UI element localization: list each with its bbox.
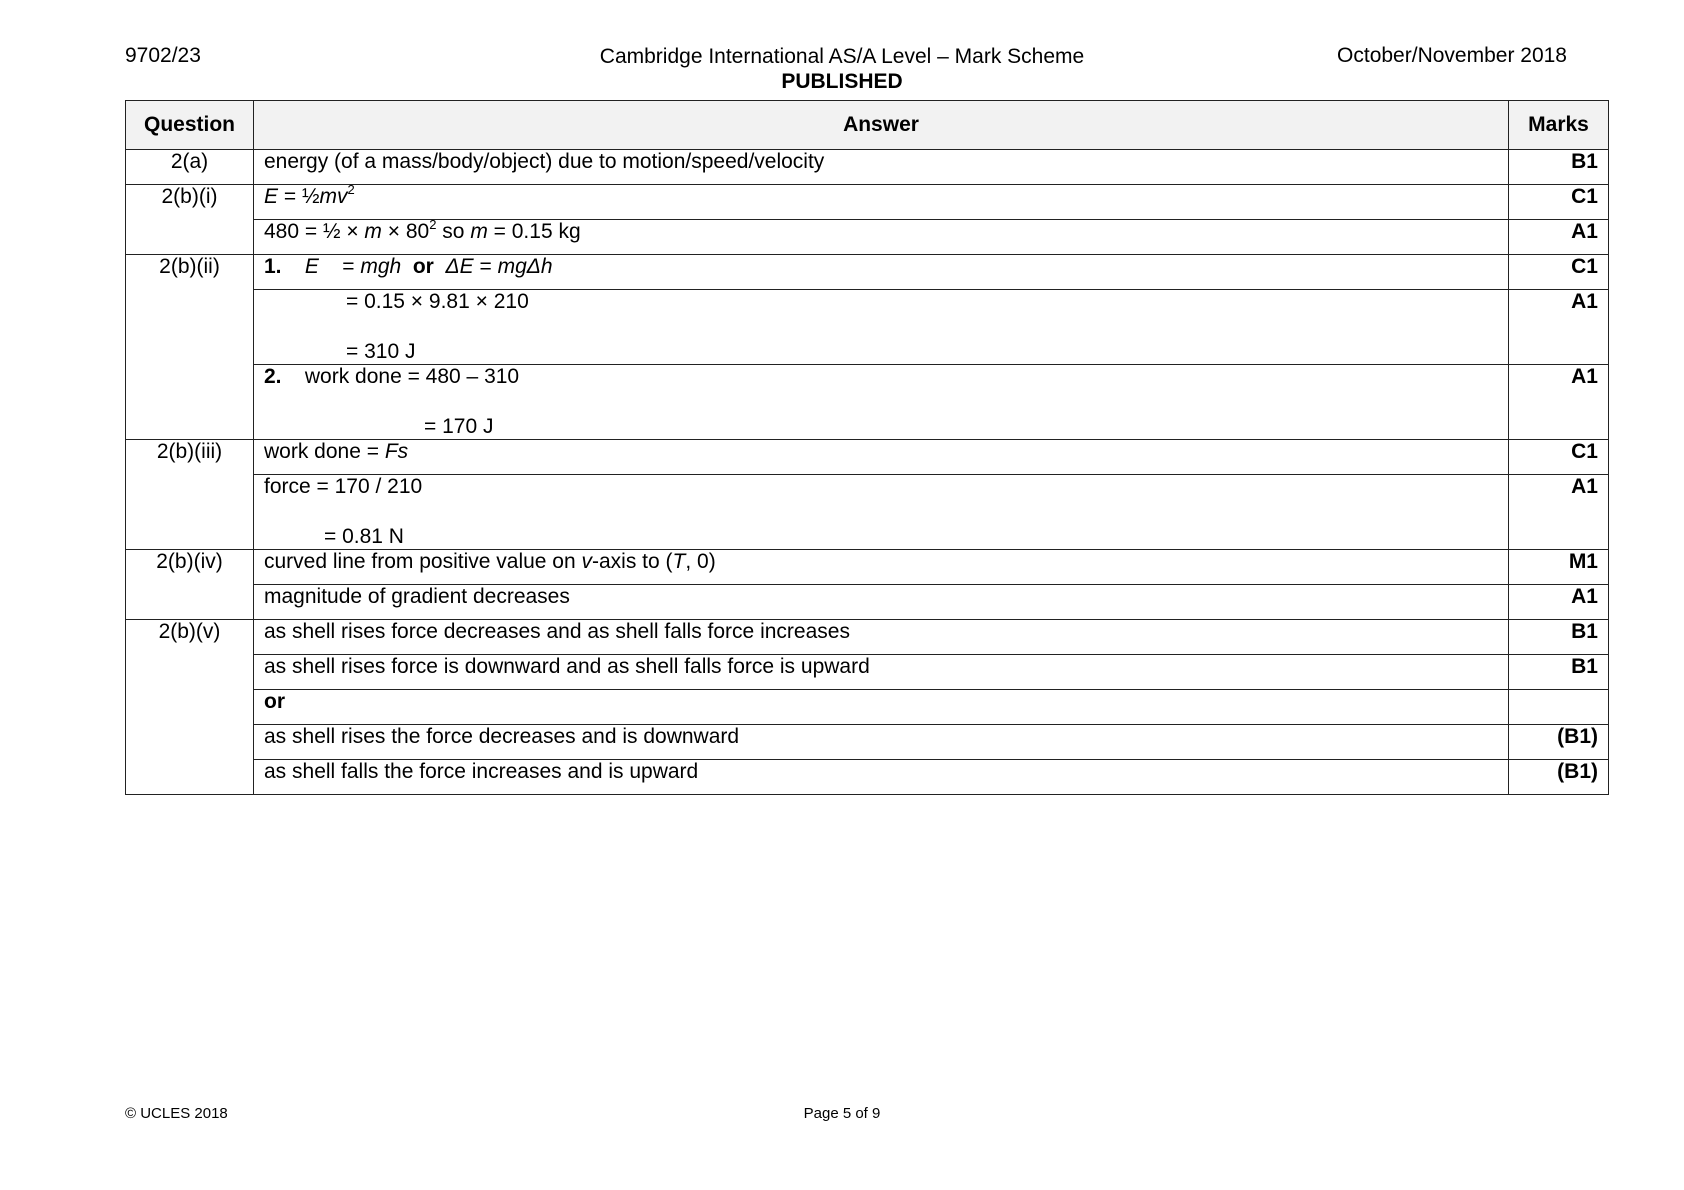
table-row bbox=[126, 150, 1609, 185]
answer-cell bbox=[254, 440, 1509, 475]
text: × 80 bbox=[381, 220, 430, 243]
symbol: mgΔh bbox=[497, 255, 553, 278]
symbol: mgh bbox=[360, 255, 402, 278]
table-row bbox=[126, 760, 1609, 795]
symbol: mv bbox=[319, 185, 348, 208]
answer-cell: energy (of a mass/body/object) due to motion/speed/velocity bbox=[254, 150, 1509, 185]
text: work done = 480 – 310 bbox=[304, 365, 520, 388]
exam-session: October/November 2018 bbox=[1337, 44, 1567, 67]
table-row bbox=[126, 620, 1609, 655]
table-row bbox=[126, 365, 1609, 440]
table-row bbox=[126, 655, 1609, 690]
mark-cell: (B1) bbox=[1509, 760, 1609, 795]
text: = bbox=[473, 255, 498, 278]
symbol: ΔE bbox=[445, 255, 474, 278]
page-number: Page 5 of 9 bbox=[803, 1105, 881, 1122]
table-row bbox=[126, 440, 1609, 475]
text: , 0) bbox=[685, 550, 716, 573]
answer-cell: as shell rises force decreases and as shell falls force increases bbox=[254, 620, 1509, 655]
mark-cell: C1 bbox=[1509, 255, 1609, 290]
answer-cell: magnitude of gradient decreases bbox=[254, 585, 1509, 620]
superscript: 2 bbox=[429, 217, 437, 232]
answer-cell bbox=[254, 182, 1509, 220]
answer-line: = 310 J bbox=[346, 340, 416, 363]
answer-cell bbox=[254, 290, 1509, 365]
symbol: E bbox=[304, 255, 319, 278]
answer-line: = 170 J bbox=[424, 415, 494, 438]
mark-cell: M1 bbox=[1509, 550, 1609, 585]
text: = bbox=[336, 255, 361, 278]
mark-cell: A1 bbox=[1509, 290, 1609, 365]
answer-cell bbox=[254, 475, 1509, 550]
copyright-notice: © UCLES 2018 bbox=[125, 1105, 228, 1122]
table-row bbox=[126, 255, 1609, 290]
or-label: or bbox=[412, 255, 434, 278]
answer-cell: as shell falls the force increases and is upward bbox=[254, 760, 1509, 795]
text: 480 = ½ × bbox=[264, 220, 365, 243]
question-number: 2(b)(v) bbox=[126, 620, 254, 795]
table-row bbox=[126, 690, 1609, 725]
part-number: 2. bbox=[264, 365, 282, 388]
question-number: 2(a) bbox=[126, 150, 254, 185]
mark-cell: A1 bbox=[1509, 475, 1609, 550]
answer-line bbox=[264, 365, 1498, 415]
answer-cell: as shell rises force is downward and as shell falls force is upward bbox=[254, 655, 1509, 690]
question-number: 2(b)(i) bbox=[126, 185, 254, 255]
answer-cell bbox=[254, 255, 1509, 290]
column-header-answer: Answer bbox=[254, 101, 1509, 150]
text: curved line from positive value on bbox=[264, 550, 582, 573]
text: so bbox=[436, 220, 471, 243]
answer-cell: as shell rises the force decreases and is downward bbox=[254, 725, 1509, 760]
text: work done = bbox=[264, 440, 385, 463]
part-number: 1. bbox=[264, 255, 282, 278]
answer-line: = 0.81 N bbox=[324, 525, 404, 548]
title-line: Cambridge International AS/A Level – Mark Scheme bbox=[599, 45, 1085, 68]
symbol: v bbox=[581, 550, 592, 573]
mark-cell: A1 bbox=[1509, 585, 1609, 620]
table-row bbox=[126, 475, 1609, 550]
table-row bbox=[126, 550, 1609, 585]
table-row bbox=[126, 220, 1609, 255]
mark-scheme-table bbox=[125, 100, 1609, 795]
symbol: Fs bbox=[384, 440, 409, 463]
mark-cell: A1 bbox=[1509, 220, 1609, 255]
column-header-marks: Marks bbox=[1509, 101, 1609, 150]
answer-line: = 0.15 × 9.81 × 210 bbox=[346, 290, 529, 313]
mark-cell: (B1) bbox=[1509, 725, 1609, 760]
answer-cell: or bbox=[254, 690, 1509, 725]
answer-cell bbox=[254, 550, 1509, 585]
symbol: m bbox=[470, 220, 488, 243]
published-label: PUBLISHED bbox=[781, 70, 903, 93]
mark-cell: A1 bbox=[1509, 365, 1609, 440]
symbol: E bbox=[264, 185, 279, 208]
superscript: 2 bbox=[347, 182, 355, 197]
column-header-question: Question bbox=[126, 101, 254, 150]
table-row bbox=[126, 185, 1609, 220]
symbol: m bbox=[364, 220, 382, 243]
mark-cell: C1 bbox=[1509, 185, 1609, 220]
table-header-row bbox=[126, 101, 1609, 150]
answer-cell bbox=[254, 365, 1509, 440]
text: = ½ bbox=[278, 185, 320, 208]
table-row bbox=[126, 585, 1609, 620]
mark-cell bbox=[1509, 690, 1609, 725]
paper-code: 9702/23 bbox=[125, 44, 201, 67]
mark-cell: B1 bbox=[1509, 620, 1609, 655]
symbol: T bbox=[672, 550, 686, 573]
text: -axis to ( bbox=[592, 550, 673, 573]
question-number: 2(b)(ii) bbox=[126, 255, 254, 440]
text: = 0.15 kg bbox=[487, 220, 581, 243]
question-number: 2(b)(iii) bbox=[126, 440, 254, 550]
table-row bbox=[126, 725, 1609, 760]
answer-cell bbox=[254, 217, 1509, 255]
table-row bbox=[126, 290, 1609, 365]
mark-cell: B1 bbox=[1509, 150, 1609, 185]
question-number: 2(b)(iv) bbox=[126, 550, 254, 620]
mark-cell: C1 bbox=[1509, 440, 1609, 475]
answer-line: force = 170 / 210 bbox=[264, 475, 423, 498]
mark-cell: B1 bbox=[1509, 655, 1609, 690]
